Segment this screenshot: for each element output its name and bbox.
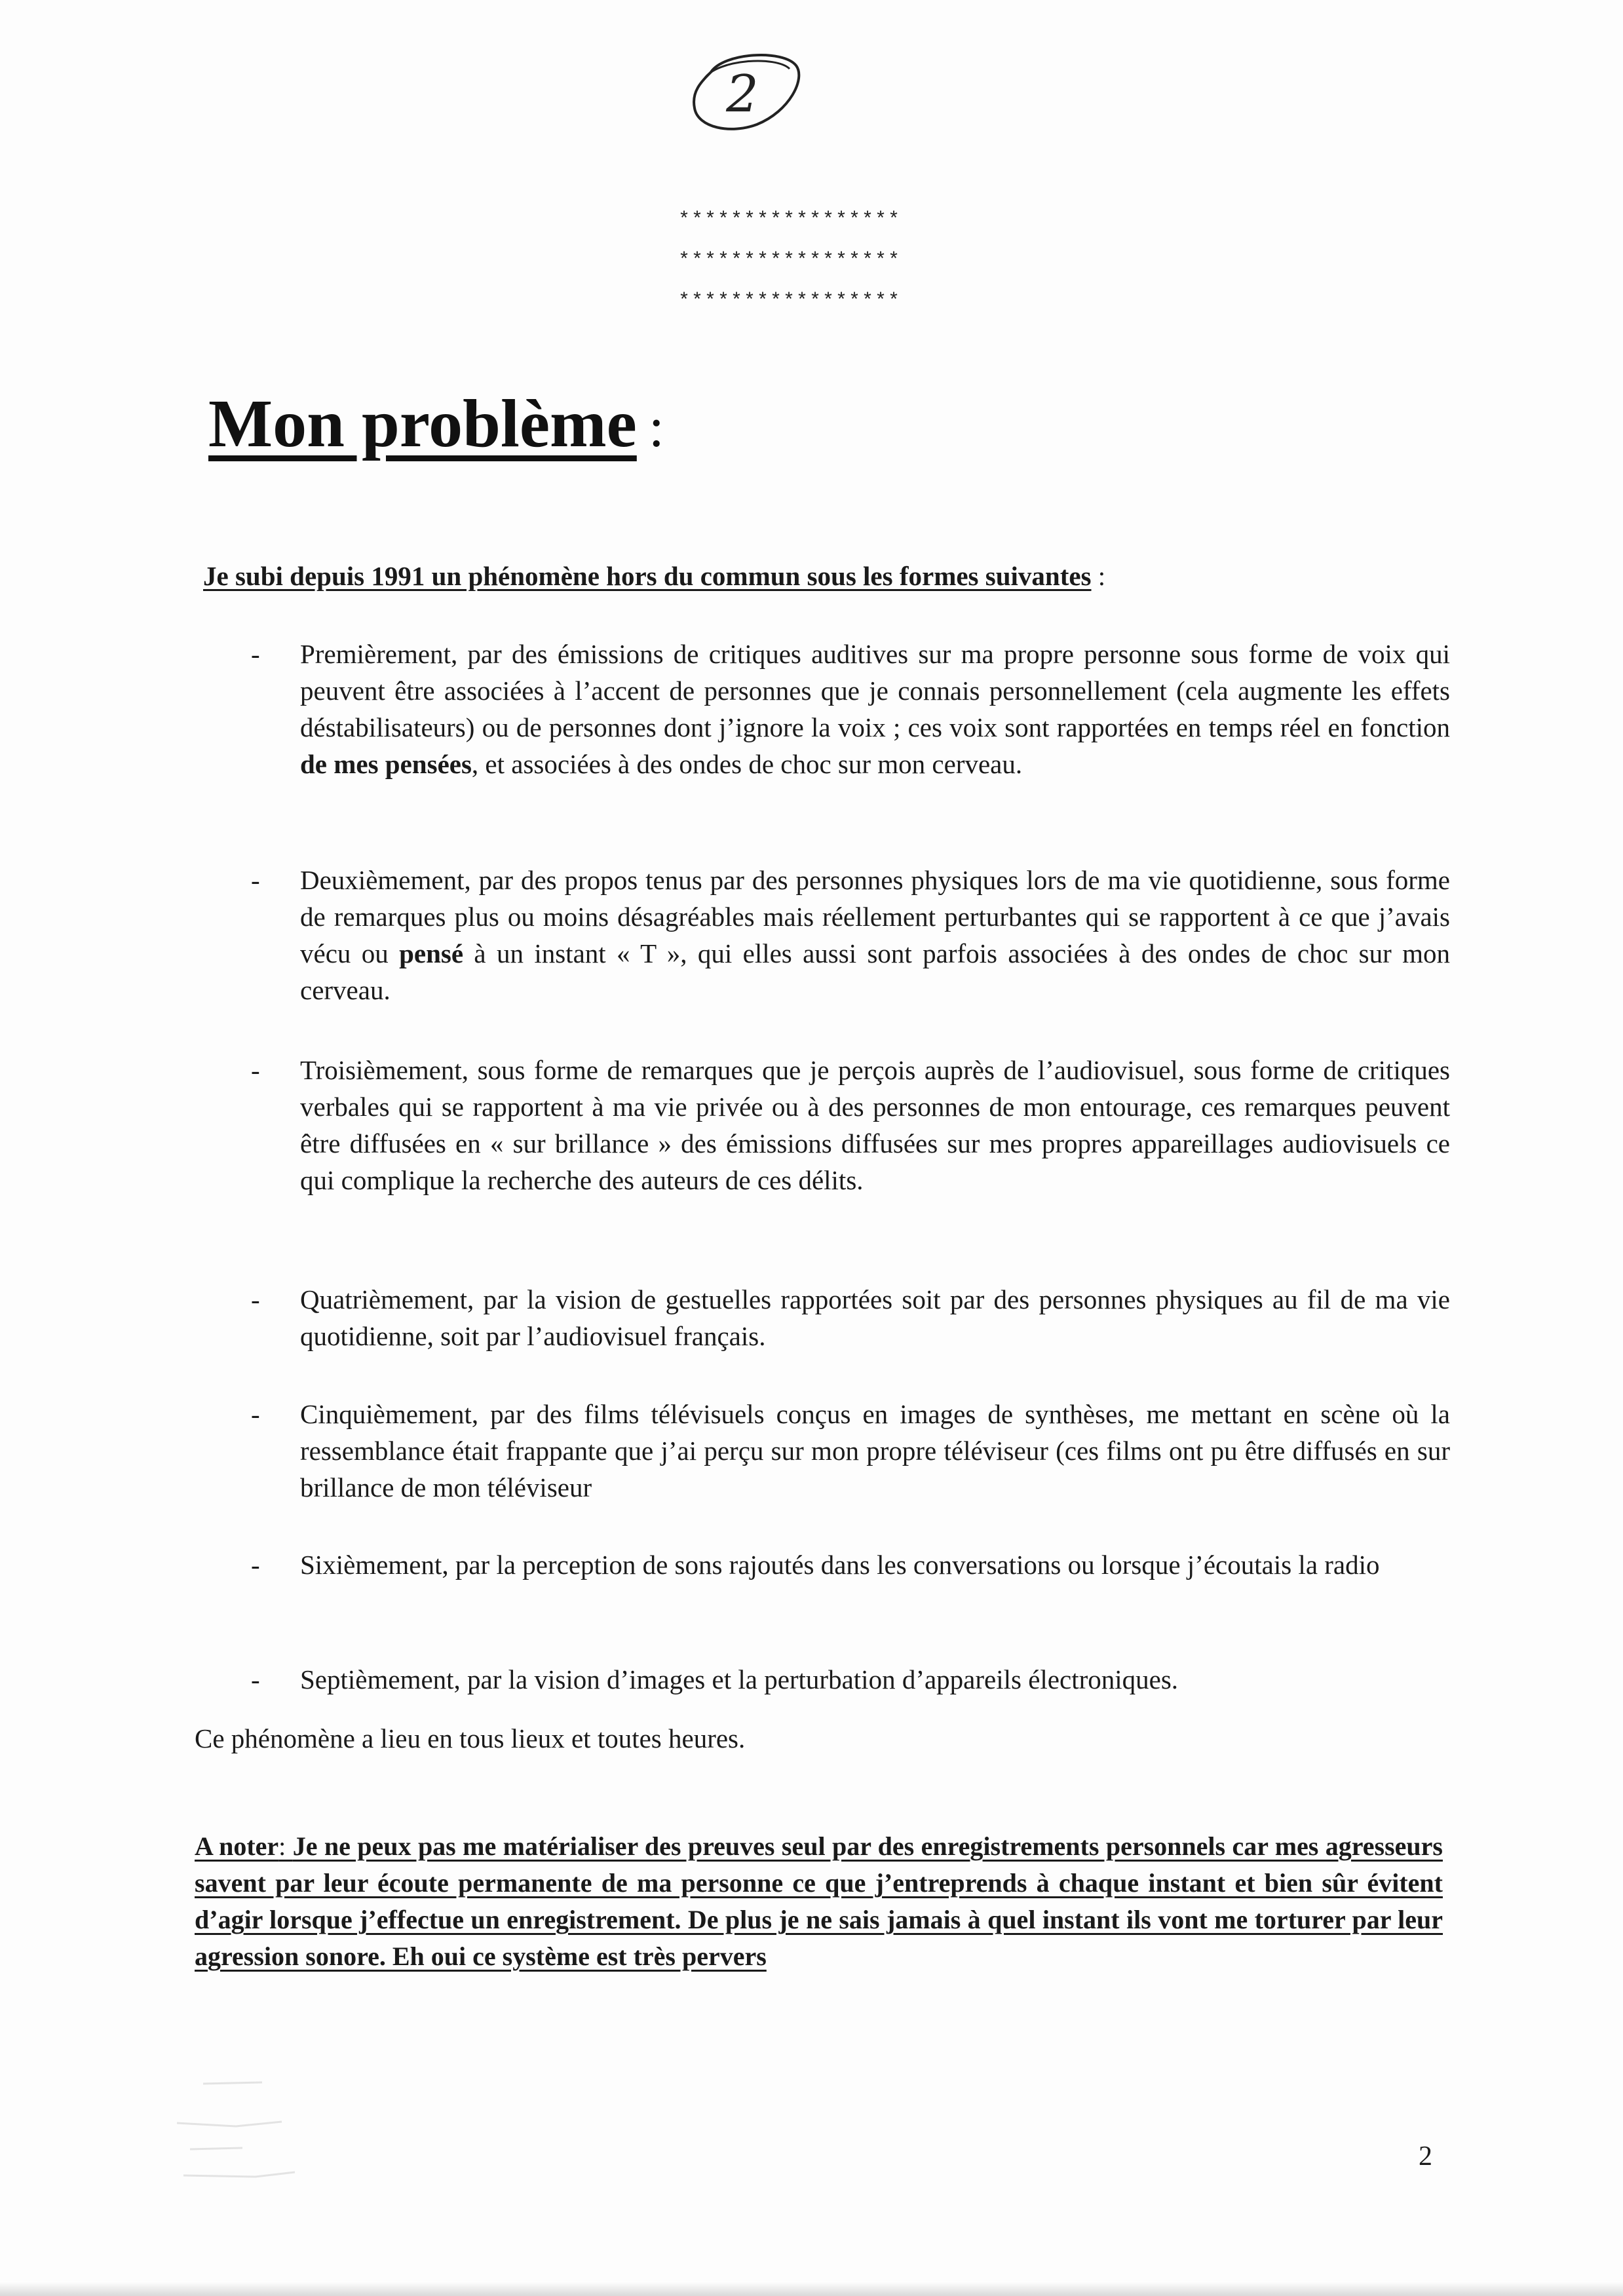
list-item-text: Quatrièmement, par la vision de gestuelles rapportées soit par des personnes physiques au fil de ma vie quotidienne, soit par l’audiovisuel français. <box>300 1284 1450 1351</box>
list-item <box>251 1281 1450 1354</box>
list-dash: - <box>251 1664 260 1694</box>
list-dash: - <box>251 639 260 669</box>
intro-colon: : <box>1091 561 1106 591</box>
asterisk-separator <box>678 200 901 322</box>
list-dash: - <box>251 1055 260 1085</box>
list-item-text: Sixièmement, par la perception de sons rajoutés dans les conversations ou lorsque j’écoutais la radio <box>300 1550 1380 1580</box>
list-item-text <box>300 636 1450 782</box>
asterisk-row: ***************** <box>678 209 902 231</box>
list-item-text-part: , et associées à des ondes de choc sur mon cerveau. <box>471 749 1023 779</box>
list-item <box>251 1661 1450 1698</box>
list-item-text <box>300 862 1450 1008</box>
list-dash: - <box>251 1550 260 1580</box>
closing-sentence: Ce phénomène a lieu en tous lieux et toutes heures. <box>195 1723 746 1753</box>
list-item <box>251 1396 1450 1506</box>
list-item <box>251 1546 1450 1583</box>
note-separator: : <box>278 1831 293 1861</box>
asterisk-row: ***************** <box>678 250 902 272</box>
list-dash: - <box>251 1399 260 1429</box>
list-item-text: Troisièmement, sous forme de remarques que je perçois auprès de l’audiovisuel, sous forme de critiques verbales qui se rapportent à ma vie privée ou à des personnes de mon entourage, ces remarques peuvent être diffusées en « sur brillance » des émissions diffusées sur mes propres appareillages audiovisuels ce qui complique la recherche des auteurs de ces délits. <box>300 1055 1450 1195</box>
page-title <box>208 386 664 461</box>
intro-text: Je subi depuis 1991 un phénomène hors du commun sous les formes suivantes <box>203 561 1092 591</box>
list-item-text-part: à un instant « T », qui elles aussi sont parfois associées à des ondes de choc sur mon cerveau. <box>300 938 1450 1005</box>
asterisk-row: ***************** <box>678 290 902 313</box>
list-item <box>251 862 1450 1008</box>
scan-smudge <box>164 2064 400 2208</box>
page-number: 2 <box>1419 2141 1432 2172</box>
list-dash: - <box>251 865 260 895</box>
list-item-text: Cinquièmement, par des films télévisuels conçus en images de synthèses, me mettant en scène où la ressemblance était frappante que j’ai perçu sur mon propre téléviseur (ces films ont pu être diffusés en sur brillance de mon téléviseur <box>300 1399 1450 1502</box>
list-item-text-part: Premièrement, par des émissions de critiques auditives sur ma propre personne sous forme de voix qui peuvent être associées à l’accent de personnes que je connais personnellement (cela augmente les effets déstabilisateurs) ou de personnes dont j’ignore la voix ; ces voix sont rapportées en temps réel en fonction <box>300 639 1450 742</box>
list-item <box>251 636 1450 782</box>
scan-bottom-edge <box>0 2282 1623 2296</box>
list-dash: - <box>251 1284 260 1314</box>
handwritten-page-number-stamp <box>685 46 809 144</box>
list-item-text: Septièmement, par la vision d’images et la perturbation d’appareils électroniques. <box>300 1664 1179 1694</box>
list-item-emphasis: de mes pensées <box>300 749 472 779</box>
list-item-emphasis: pensé <box>399 938 464 968</box>
note-paragraph <box>195 1828 1443 1975</box>
list-item-text-part: Deuxièmement, par des propos tenus par des personnes physiques lors de ma vie quotidienne, sous forme de remarques plus ou moins désagréables mais réellement perturbantes qui se rapportent à ce que j’avais vécu ou <box>300 865 1450 968</box>
stamp-number: 2 <box>726 65 759 124</box>
note-text: Je ne peux pas me matérialiser des preuves seul par des enregistrements personnels car mes agresseurs savent par leur écoute permanente de ma personne ce que j’entreprends à chaque instant et bien sûr évitent d’agir lorsque j’effectue un enregistrement. De plus je ne sais jamais à quel instant ils vont me torturer par leur agression sonore. Eh oui ce système est très pervers <box>195 1831 1443 1971</box>
note-label: A noter <box>195 1831 279 1861</box>
page-title-text: Mon problème <box>208 386 637 461</box>
intro-line <box>203 560 1105 592</box>
list-item <box>251 1052 1450 1198</box>
page-title-colon: : <box>648 396 664 459</box>
